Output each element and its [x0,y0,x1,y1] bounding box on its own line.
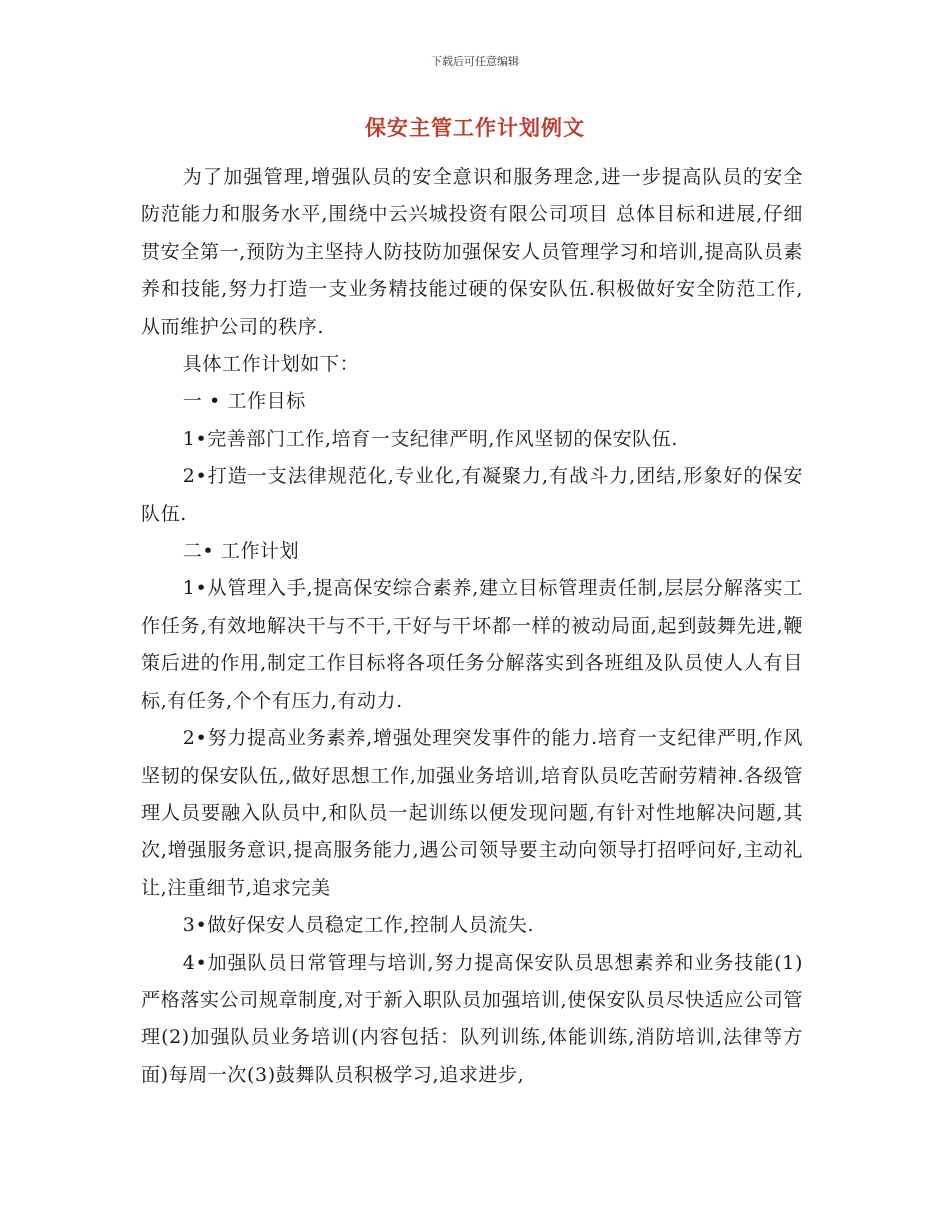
paragraph-plan-4: 4•加强队员日常管理与培训,努力提高保安队员思想素养和业务技能(1)严格落实公司规章制度,对于新入职队员加强培训,使保安队员尽快适应公司管理(2)加强队员业务培训(内容包括：队列训练,体能训练,消防培训,法律等方面)每周一次(3)鼓舞队员积极学习,追求进步, [141,951,803,1086]
paragraph-goal-1: 1•完善部门工作,培育一支纪律严明,作风坚韧的保安队伍. [182,427,679,450]
paragraph-plan-1: 1•从管理入手,提高保安综合素养,建立目标管理责任制,层层分解落实工作任务,有效地解决干与不干,干好与干坏都一样的被动局面,起到鼓舞先进,鞭策后进的作用,制定工作目标将各项任务分解落实到各班组及队员使人人有目标,有任务,个个有压力,有动力. [141,577,803,712]
paragraph-goal-2: 2•打造一支法律规范化,专业化,有凝聚力,有战斗力,团结,形象好的保安队伍. [141,465,803,525]
document-body [141,159,803,1094]
paragraph-plan-3: 3•做好保安人员稳定工作,控制人员流失. [182,914,535,937]
paragraph-plan-heading: 具体工作计划如下： [182,353,360,376]
section-heading-plan: 二• 工作计划 [182,540,300,563]
section-heading-goals: 一 • 工作目标 [182,390,306,413]
paragraph-plan-2: 2•努力提高业务素养,增强处理突发事件的能力.培育一支纪律严明,作风坚韧的保安队伍,,做好思想工作,加强业务培训,培育队员吃苦耐劳精神.各级管理人员要融入队员中,和队员一起训练以便发现问题,有针对性地解决问题,其次,增强服务意识,提高服务能力,遇公司领导要主动向领导打招呼问好,主动礼让,注重细节,追求完美 [141,727,803,899]
header-note: 下载后可任意编辑 [431,55,519,68]
document-title: 保安主管工作计划例文 [365,116,585,140]
paragraph-intro: 为了加强管理,增强队员的安全意识和服务理念,进一步提高队员的安全防范能力和服务水平,围绕中云兴城投资有限公司项目 总体目标和进展,仔细贯安全第一,预防为主坚持人防技防加强保安人员管理学习和培训,提高队员素养和技能,努力打造一支业务精技能过硬的保安队伍.积极做好安全防范工作,从而维护公司的秩序. [141,166,803,338]
